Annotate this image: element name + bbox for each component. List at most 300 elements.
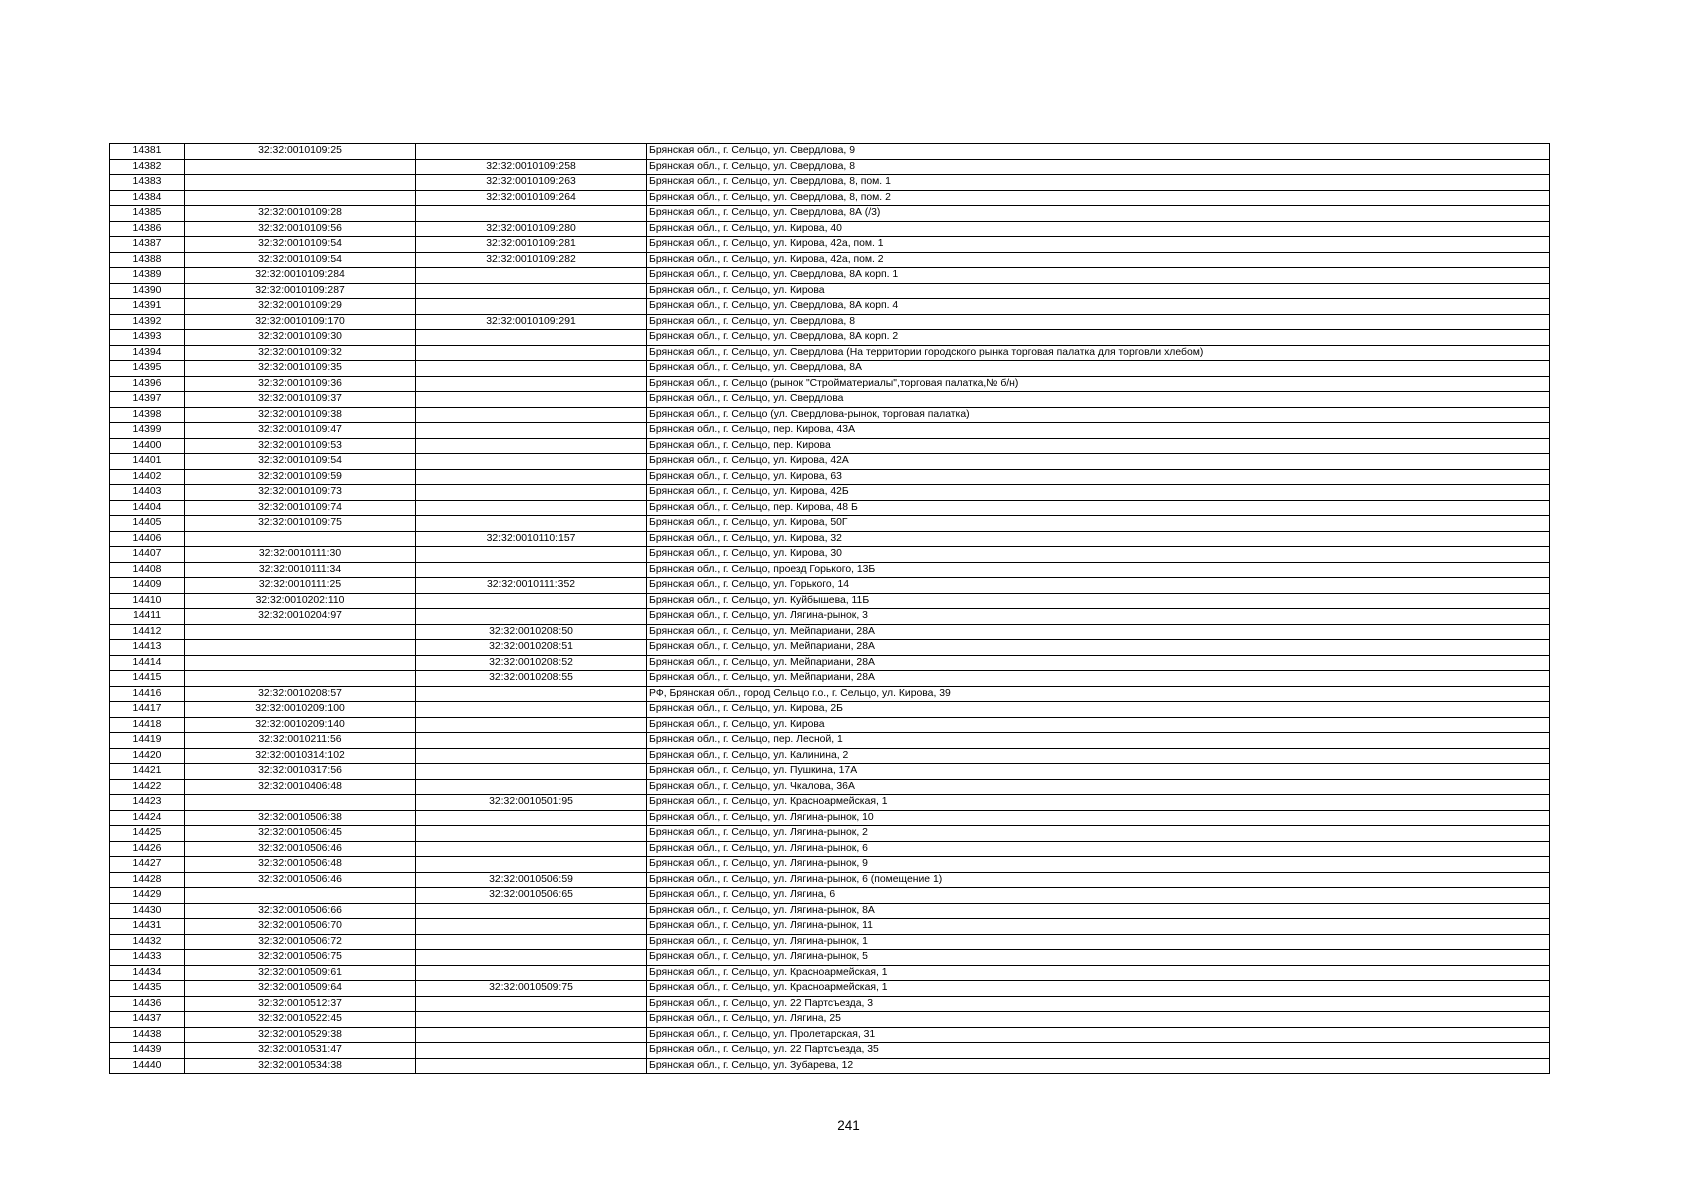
table-row — [110, 857, 1550, 873]
table-row — [110, 407, 1550, 423]
row-number-cell: 14393 — [110, 330, 185, 346]
row-number-cell: 14387 — [110, 237, 185, 253]
table-row — [110, 981, 1550, 997]
object-cadastral-number-cell — [416, 299, 647, 315]
row-number-cell: 14407 — [110, 547, 185, 563]
table-row — [110, 578, 1550, 594]
register-table-body — [110, 144, 1550, 1074]
object-cadastral-number-cell — [416, 593, 647, 609]
table-row — [110, 965, 1550, 981]
address-cell: Брянская обл., г. Сельцо, ул. Мейпариани, 28А — [647, 671, 1550, 687]
cadastral-number-cell: 32:32:0010209:100 — [185, 702, 416, 718]
cadastral-number-cell: 32:32:0010109:287 — [185, 283, 416, 299]
cadastral-number-cell: 32:32:0010522:45 — [185, 1012, 416, 1028]
cadastral-number-cell — [185, 159, 416, 175]
cadastral-number-cell: 32:32:0010111:34 — [185, 562, 416, 578]
address-cell: Брянская обл., г. Сельцо, пер. Лесной, 1 — [647, 733, 1550, 749]
cadastral-number-cell — [185, 190, 416, 206]
table-row — [110, 717, 1550, 733]
register-table — [109, 143, 1550, 1074]
cadastral-number-cell: 32:32:0010109:74 — [185, 500, 416, 516]
table-row — [110, 841, 1550, 857]
object-cadastral-number-cell — [416, 748, 647, 764]
address-cell: Брянская обл., г. Сельцо, ул. Лягина-рынок, 10 — [647, 810, 1550, 826]
object-cadastral-number-cell — [416, 779, 647, 795]
address-cell: Брянская обл., г. Сельцо, ул. Лягина-рынок, 1 — [647, 934, 1550, 950]
object-cadastral-number-cell — [416, 268, 647, 284]
table-row — [110, 903, 1550, 919]
cadastral-number-cell — [185, 888, 416, 904]
table-row — [110, 609, 1550, 625]
object-cadastral-number-cell: 32:32:0010506:59 — [416, 872, 647, 888]
table-row — [110, 361, 1550, 377]
table-row — [110, 795, 1550, 811]
cadastral-number-cell: 32:32:0010109:75 — [185, 516, 416, 532]
row-number-cell: 14394 — [110, 345, 185, 361]
address-cell: Брянская обл., г. Сельцо, ул. 22 Партсъезда, 35 — [647, 1043, 1550, 1059]
address-cell: Брянская обл., г. Сельцо, ул. Кирова, 42а, пом. 2 — [647, 252, 1550, 268]
address-cell: Брянская обл., г. Сельцо, ул. Лягина-рынок, 6 — [647, 841, 1550, 857]
table-row — [110, 624, 1550, 640]
cadastral-number-cell: 32:32:0010211:56 — [185, 733, 416, 749]
table-row — [110, 655, 1550, 671]
table-row — [110, 562, 1550, 578]
table-row — [110, 950, 1550, 966]
object-cadastral-number-cell — [416, 764, 647, 780]
cadastral-number-cell: 32:32:0010506:72 — [185, 934, 416, 950]
object-cadastral-number-cell — [416, 547, 647, 563]
row-number-cell: 14385 — [110, 206, 185, 222]
table-row — [110, 237, 1550, 253]
cadastral-number-cell: 32:32:0010109:37 — [185, 392, 416, 408]
cadastral-number-cell: 32:32:0010509:61 — [185, 965, 416, 981]
address-cell: Брянская обл., г. Сельцо (ул. Свердлова-рынок, торговая палатка) — [647, 407, 1550, 423]
address-cell: Брянская обл., г. Сельцо, пер. Кирова — [647, 438, 1550, 454]
cadastral-number-cell: 32:32:0010109:53 — [185, 438, 416, 454]
table-row — [110, 376, 1550, 392]
object-cadastral-number-cell: 32:32:0010109:280 — [416, 221, 647, 237]
row-number-cell: 14391 — [110, 299, 185, 315]
address-cell: Брянская обл., г. Сельцо, ул. Свердлова, 8А (/3) — [647, 206, 1550, 222]
cadastral-number-cell: 32:32:0010109:35 — [185, 361, 416, 377]
object-cadastral-number-cell — [416, 392, 647, 408]
cadastral-number-cell: 32:32:0010208:57 — [185, 686, 416, 702]
table-row — [110, 423, 1550, 439]
object-cadastral-number-cell: 32:32:0010208:50 — [416, 624, 647, 640]
address-cell: Брянская обл., г. Сельцо, ул. Свердлова, 8, пом. 2 — [647, 190, 1550, 206]
address-cell: Брянская обл., г. Сельцо, ул. Свердлова, 8А корп. 4 — [647, 299, 1550, 315]
address-cell: Брянская обл., г. Сельцо (рынок "Стройматериалы",торговая палатка,№ б/н) — [647, 376, 1550, 392]
table-row — [110, 392, 1550, 408]
cadastral-number-cell: 32:32:0010209:140 — [185, 717, 416, 733]
cadastral-number-cell: 32:32:0010506:45 — [185, 826, 416, 842]
address-cell: Брянская обл., г. Сельцо, ул. Свердлова, 8, пом. 1 — [647, 175, 1550, 191]
address-cell: Брянская обл., г. Сельцо, ул. Мейпариани, 28А — [647, 655, 1550, 671]
row-number-cell: 14419 — [110, 733, 185, 749]
row-number-cell: 14422 — [110, 779, 185, 795]
cadastral-number-cell: 32:32:0010109:56 — [185, 221, 416, 237]
row-number-cell: 14381 — [110, 144, 185, 160]
row-number-cell: 14418 — [110, 717, 185, 733]
address-cell: Брянская обл., г. Сельцо, ул. Калинина, 2 — [647, 748, 1550, 764]
row-number-cell: 14382 — [110, 159, 185, 175]
address-cell: Брянская обл., г. Сельцо, пер. Кирова, 48 Б — [647, 500, 1550, 516]
address-cell: Брянская обл., г. Сельцо, ул. Пролетарская, 31 — [647, 1027, 1550, 1043]
address-cell: Брянская обл., г. Сельцо, ул. Свердлова, 9 — [647, 144, 1550, 160]
object-cadastral-number-cell: 32:32:0010110:157 — [416, 531, 647, 547]
address-cell: Брянская обл., г. Сельцо, ул. Горького, 14 — [647, 578, 1550, 594]
address-cell: Брянская обл., г. Сельцо, ул. Кирова, 42Б — [647, 485, 1550, 501]
row-number-cell: 14383 — [110, 175, 185, 191]
cadastral-number-cell: 32:32:0010111:30 — [185, 547, 416, 563]
cadastral-number-cell — [185, 655, 416, 671]
object-cadastral-number-cell — [416, 516, 647, 532]
row-number-cell: 14436 — [110, 996, 185, 1012]
cadastral-number-cell: 32:32:0010109:36 — [185, 376, 416, 392]
object-cadastral-number-cell — [416, 144, 647, 160]
object-cadastral-number-cell — [416, 1043, 647, 1059]
table-row — [110, 671, 1550, 687]
cadastral-number-cell: 32:32:0010109:54 — [185, 454, 416, 470]
address-cell: Брянская обл., г. Сельцо, ул. Свердлова, 8А корп. 2 — [647, 330, 1550, 346]
cadastral-number-cell: 32:32:0010506:70 — [185, 919, 416, 935]
address-cell: Брянская обл., г. Сельцо, ул. Кирова — [647, 283, 1550, 299]
object-cadastral-number-cell: 32:32:0010109:281 — [416, 237, 647, 253]
address-cell: Брянская обл., г. Сельцо, ул. Кирова, 50Г — [647, 516, 1550, 532]
address-cell: Брянская обл., г. Сельцо, ул. Свердлова, 8 — [647, 159, 1550, 175]
row-number-cell: 14432 — [110, 934, 185, 950]
table-row — [110, 1012, 1550, 1028]
object-cadastral-number-cell — [416, 469, 647, 485]
table-row — [110, 469, 1550, 485]
object-cadastral-number-cell: 32:32:0010109:263 — [416, 175, 647, 191]
table-row — [110, 485, 1550, 501]
cadastral-number-cell: 32:32:0010506:75 — [185, 950, 416, 966]
cadastral-number-cell — [185, 795, 416, 811]
address-cell: Брянская обл., г. Сельцо, ул. Мейпариани, 28А — [647, 624, 1550, 640]
object-cadastral-number-cell: 32:32:0010509:75 — [416, 981, 647, 997]
table-row — [110, 190, 1550, 206]
table-row — [110, 934, 1550, 950]
table-row — [110, 888, 1550, 904]
cadastral-number-cell: 32:32:0010506:46 — [185, 841, 416, 857]
row-number-cell: 14414 — [110, 655, 185, 671]
address-cell: Брянская обл., г. Сельцо, ул. Кирова, 40 — [647, 221, 1550, 237]
table-row — [110, 547, 1550, 563]
object-cadastral-number-cell: 32:32:0010109:291 — [416, 314, 647, 330]
object-cadastral-number-cell — [416, 717, 647, 733]
table-row — [110, 531, 1550, 547]
row-number-cell: 14410 — [110, 593, 185, 609]
row-number-cell: 14423 — [110, 795, 185, 811]
object-cadastral-number-cell: 32:32:0010506:65 — [416, 888, 647, 904]
cadastral-number-cell: 32:32:0010109:54 — [185, 237, 416, 253]
cadastral-number-cell: 32:32:0010317:56 — [185, 764, 416, 780]
row-number-cell: 14399 — [110, 423, 185, 439]
address-cell: Брянская обл., г. Сельцо, ул. Кирова, 30 — [647, 547, 1550, 563]
row-number-cell: 14434 — [110, 965, 185, 981]
address-cell: Брянская обл., г. Сельцо, ул. Лягина-рынок, 8А — [647, 903, 1550, 919]
table-row — [110, 702, 1550, 718]
object-cadastral-number-cell — [416, 438, 647, 454]
object-cadastral-number-cell — [416, 903, 647, 919]
address-cell: Брянская обл., г. Сельцо, ул. Красноармейская, 1 — [647, 981, 1550, 997]
address-cell: Брянская обл., г. Сельцо, ул. Лягина-рынок, 9 — [647, 857, 1550, 873]
address-cell: Брянская обл., г. Сельцо, ул. Кирова, 42а, пом. 1 — [647, 237, 1550, 253]
row-number-cell: 14437 — [110, 1012, 185, 1028]
row-number-cell: 14433 — [110, 950, 185, 966]
row-number-cell: 14388 — [110, 252, 185, 268]
cadastral-number-cell: 32:32:0010109:284 — [185, 268, 416, 284]
table-row — [110, 283, 1550, 299]
cadastral-number-cell: 32:32:0010531:47 — [185, 1043, 416, 1059]
table-row — [110, 345, 1550, 361]
row-number-cell: 14409 — [110, 578, 185, 594]
row-number-cell: 14396 — [110, 376, 185, 392]
cadastral-number-cell: 32:32:0010109:47 — [185, 423, 416, 439]
table-row — [110, 764, 1550, 780]
row-number-cell: 14405 — [110, 516, 185, 532]
row-number-cell: 14427 — [110, 857, 185, 873]
address-cell: Брянская обл., г. Сельцо, ул. Кирова — [647, 717, 1550, 733]
table-row — [110, 175, 1550, 191]
object-cadastral-number-cell: 32:32:0010109:258 — [416, 159, 647, 175]
address-cell: Брянская обл., г. Сельцо, ул. Чкалова, 36А — [647, 779, 1550, 795]
table-row — [110, 919, 1550, 935]
row-number-cell: 14431 — [110, 919, 185, 935]
table-row — [110, 206, 1550, 222]
object-cadastral-number-cell — [416, 733, 647, 749]
object-cadastral-number-cell — [416, 454, 647, 470]
object-cadastral-number-cell — [416, 345, 647, 361]
row-number-cell: 14425 — [110, 826, 185, 842]
object-cadastral-number-cell — [416, 965, 647, 981]
row-number-cell: 14438 — [110, 1027, 185, 1043]
cadastral-number-cell: 32:32:0010109:73 — [185, 485, 416, 501]
address-cell: Брянская обл., г. Сельцо, ул. Свердлова, 8А корп. 1 — [647, 268, 1550, 284]
row-number-cell: 14411 — [110, 609, 185, 625]
table-row — [110, 299, 1550, 315]
object-cadastral-number-cell — [416, 562, 647, 578]
table-row — [110, 500, 1550, 516]
address-cell: Брянская обл., г. Сельцо, ул. Красноармейская, 1 — [647, 795, 1550, 811]
table-row — [110, 826, 1550, 842]
address-cell: Брянская обл., г. Сельцо, ул. Кирова, 63 — [647, 469, 1550, 485]
row-number-cell: 14392 — [110, 314, 185, 330]
object-cadastral-number-cell — [416, 702, 647, 718]
object-cadastral-number-cell: 32:32:0010109:264 — [416, 190, 647, 206]
object-cadastral-number-cell — [416, 857, 647, 873]
address-cell: Брянская обл., г. Сельцо, ул. Свердлова, 8А — [647, 361, 1550, 377]
object-cadastral-number-cell — [416, 1012, 647, 1028]
cadastral-number-cell: 32:32:0010109:28 — [185, 206, 416, 222]
cadastral-number-cell: 32:32:0010529:38 — [185, 1027, 416, 1043]
table-row — [110, 330, 1550, 346]
cadastral-number-cell: 32:32:0010109:32 — [185, 345, 416, 361]
cadastral-number-cell: 32:32:0010109:30 — [185, 330, 416, 346]
cadastral-number-cell — [185, 531, 416, 547]
object-cadastral-number-cell: 32:32:0010501:95 — [416, 795, 647, 811]
row-number-cell: 14400 — [110, 438, 185, 454]
cadastral-number-cell: 32:32:0010109:170 — [185, 314, 416, 330]
cadastral-number-cell: 32:32:0010506:38 — [185, 810, 416, 826]
table-row — [110, 454, 1550, 470]
table-row — [110, 221, 1550, 237]
object-cadastral-number-cell — [416, 500, 647, 516]
object-cadastral-number-cell — [416, 376, 647, 392]
table-row — [110, 144, 1550, 160]
table-row — [110, 748, 1550, 764]
table-row — [110, 268, 1550, 284]
address-cell: Брянская обл., г. Сельцо, ул. Лягина-рынок, 11 — [647, 919, 1550, 935]
address-cell: Брянская обл., г. Сельцо, ул. 22 Партсъезда, 3 — [647, 996, 1550, 1012]
cadastral-number-cell: 32:32:0010204:97 — [185, 609, 416, 625]
row-number-cell: 14430 — [110, 903, 185, 919]
cadastral-number-cell: 32:32:0010506:66 — [185, 903, 416, 919]
row-number-cell: 14413 — [110, 640, 185, 656]
row-number-cell: 14395 — [110, 361, 185, 377]
object-cadastral-number-cell — [416, 206, 647, 222]
address-cell: Брянская обл., г. Сельцо, ул. Куйбышева, 11Б — [647, 593, 1550, 609]
table-row — [110, 1058, 1550, 1074]
row-number-cell: 14403 — [110, 485, 185, 501]
table-row — [110, 516, 1550, 532]
row-number-cell: 14386 — [110, 221, 185, 237]
object-cadastral-number-cell — [416, 361, 647, 377]
row-number-cell: 14404 — [110, 500, 185, 516]
row-number-cell: 14408 — [110, 562, 185, 578]
address-cell: Брянская обл., г. Сельцо, пер. Кирова, 43А — [647, 423, 1550, 439]
table-row — [110, 733, 1550, 749]
address-cell: Брянская обл., г. Сельцо, ул. Кирова, 32 — [647, 531, 1550, 547]
object-cadastral-number-cell — [416, 810, 647, 826]
address-cell: Брянская обл., г. Сельцо, ул. Мейпариани, 28А — [647, 640, 1550, 656]
cadastral-number-cell: 32:32:0010512:37 — [185, 996, 416, 1012]
table-row — [110, 810, 1550, 826]
address-cell: Брянская обл., г. Сельцо, ул. Лягина-рынок, 2 — [647, 826, 1550, 842]
object-cadastral-number-cell — [416, 841, 647, 857]
object-cadastral-number-cell — [416, 934, 647, 950]
object-cadastral-number-cell — [416, 996, 647, 1012]
address-cell: Брянская обл., г. Сельцо, ул. Свердлова (На территории городского рынка торговая палатка для торговли хлебом) — [647, 345, 1550, 361]
cadastral-number-cell: 32:32:0010202:110 — [185, 593, 416, 609]
table-row — [110, 314, 1550, 330]
row-number-cell: 14424 — [110, 810, 185, 826]
cadastral-number-cell: 32:32:0010111:25 — [185, 578, 416, 594]
cadastral-number-cell — [185, 175, 416, 191]
object-cadastral-number-cell — [416, 485, 647, 501]
object-cadastral-number-cell — [416, 609, 647, 625]
address-cell: Брянская обл., г. Сельцо, ул. Лягина-рынок, 3 — [647, 609, 1550, 625]
row-number-cell: 14421 — [110, 764, 185, 780]
table-row — [110, 1043, 1550, 1059]
row-number-cell: 14417 — [110, 702, 185, 718]
row-number-cell: 14420 — [110, 748, 185, 764]
cadastral-number-cell: 32:32:0010109:25 — [185, 144, 416, 160]
row-number-cell: 14440 — [110, 1058, 185, 1074]
object-cadastral-number-cell — [416, 919, 647, 935]
address-cell: Брянская обл., г. Сельцо, ул. Лягина, 6 — [647, 888, 1550, 904]
object-cadastral-number-cell: 32:32:0010208:51 — [416, 640, 647, 656]
object-cadastral-number-cell: 32:32:0010109:282 — [416, 252, 647, 268]
object-cadastral-number-cell — [416, 826, 647, 842]
row-number-cell: 14416 — [110, 686, 185, 702]
row-number-cell: 14402 — [110, 469, 185, 485]
row-number-cell: 14390 — [110, 283, 185, 299]
address-cell: Брянская обл., г. Сельцо, ул. Свердлова — [647, 392, 1550, 408]
row-number-cell: 14426 — [110, 841, 185, 857]
cadastral-number-cell — [185, 671, 416, 687]
cadastral-number-cell: 32:32:0010506:48 — [185, 857, 416, 873]
address-cell: Брянская обл., г. Сельцо, ул. Лягина, 25 — [647, 1012, 1550, 1028]
row-number-cell: 14398 — [110, 407, 185, 423]
cadastral-number-cell: 32:32:0010109:29 — [185, 299, 416, 315]
address-cell: Брянская обл., г. Сельцо, ул. Пушкина, 17А — [647, 764, 1550, 780]
table-row — [110, 640, 1550, 656]
cadastral-number-cell: 32:32:0010109:38 — [185, 407, 416, 423]
cadastral-number-cell — [185, 624, 416, 640]
address-cell: Брянская обл., г. Сельцо, ул. Лягина-рынок, 6 (помещение 1) — [647, 872, 1550, 888]
table-row — [110, 779, 1550, 795]
cadastral-number-cell — [185, 640, 416, 656]
row-number-cell: 14428 — [110, 872, 185, 888]
cadastral-number-cell: 32:32:0010109:54 — [185, 252, 416, 268]
object-cadastral-number-cell — [416, 283, 647, 299]
object-cadastral-number-cell: 32:32:0010208:52 — [416, 655, 647, 671]
row-number-cell: 14412 — [110, 624, 185, 640]
cadastral-number-cell: 32:32:0010406:48 — [185, 779, 416, 795]
address-cell: Брянская обл., г. Сельцо, ул. Кирова, 42А — [647, 454, 1550, 470]
table-row — [110, 438, 1550, 454]
row-number-cell: 14384 — [110, 190, 185, 206]
object-cadastral-number-cell — [416, 407, 647, 423]
cadastral-number-cell: 32:32:0010509:64 — [185, 981, 416, 997]
cadastral-number-cell: 32:32:0010506:46 — [185, 872, 416, 888]
address-cell: Брянская обл., г. Сельцо, ул. Свердлова, 8 — [647, 314, 1550, 330]
row-number-cell: 14397 — [110, 392, 185, 408]
address-cell: Брянская обл., г. Сельцо, ул. Лягина-рынок, 5 — [647, 950, 1550, 966]
table-row — [110, 686, 1550, 702]
object-cadastral-number-cell — [416, 686, 647, 702]
table-row — [110, 1027, 1550, 1043]
cadastral-number-cell: 32:32:0010109:59 — [185, 469, 416, 485]
object-cadastral-number-cell — [416, 1058, 647, 1074]
row-number-cell: 14389 — [110, 268, 185, 284]
page-number: 241 — [837, 1118, 860, 1133]
object-cadastral-number-cell: 32:32:0010208:55 — [416, 671, 647, 687]
address-cell: Брянская обл., г. Сельцо, проезд Горького, 13Б — [647, 562, 1550, 578]
address-cell: Брянская обл., г. Сельцо, ул. Кирова, 2Б — [647, 702, 1550, 718]
object-cadastral-number-cell — [416, 950, 647, 966]
table-row — [110, 996, 1550, 1012]
address-cell: Брянская обл., г. Сельцо, ул. Красноармейская, 1 — [647, 965, 1550, 981]
object-cadastral-number-cell — [416, 423, 647, 439]
object-cadastral-number-cell: 32:32:0010111:352 — [416, 578, 647, 594]
address-cell: РФ, Брянская обл., город Сельцо г.о., г. Сельцо, ул. Кирова, 39 — [647, 686, 1550, 702]
row-number-cell: 14439 — [110, 1043, 185, 1059]
object-cadastral-number-cell — [416, 1027, 647, 1043]
object-cadastral-number-cell — [416, 330, 647, 346]
row-number-cell: 14415 — [110, 671, 185, 687]
row-number-cell: 14401 — [110, 454, 185, 470]
table-row — [110, 593, 1550, 609]
row-number-cell: 14429 — [110, 888, 185, 904]
table-row — [110, 252, 1550, 268]
cadastral-number-cell: 32:32:0010314:102 — [185, 748, 416, 764]
cadastral-number-cell: 32:32:0010534:38 — [185, 1058, 416, 1074]
row-number-cell: 14406 — [110, 531, 185, 547]
table-row — [110, 872, 1550, 888]
